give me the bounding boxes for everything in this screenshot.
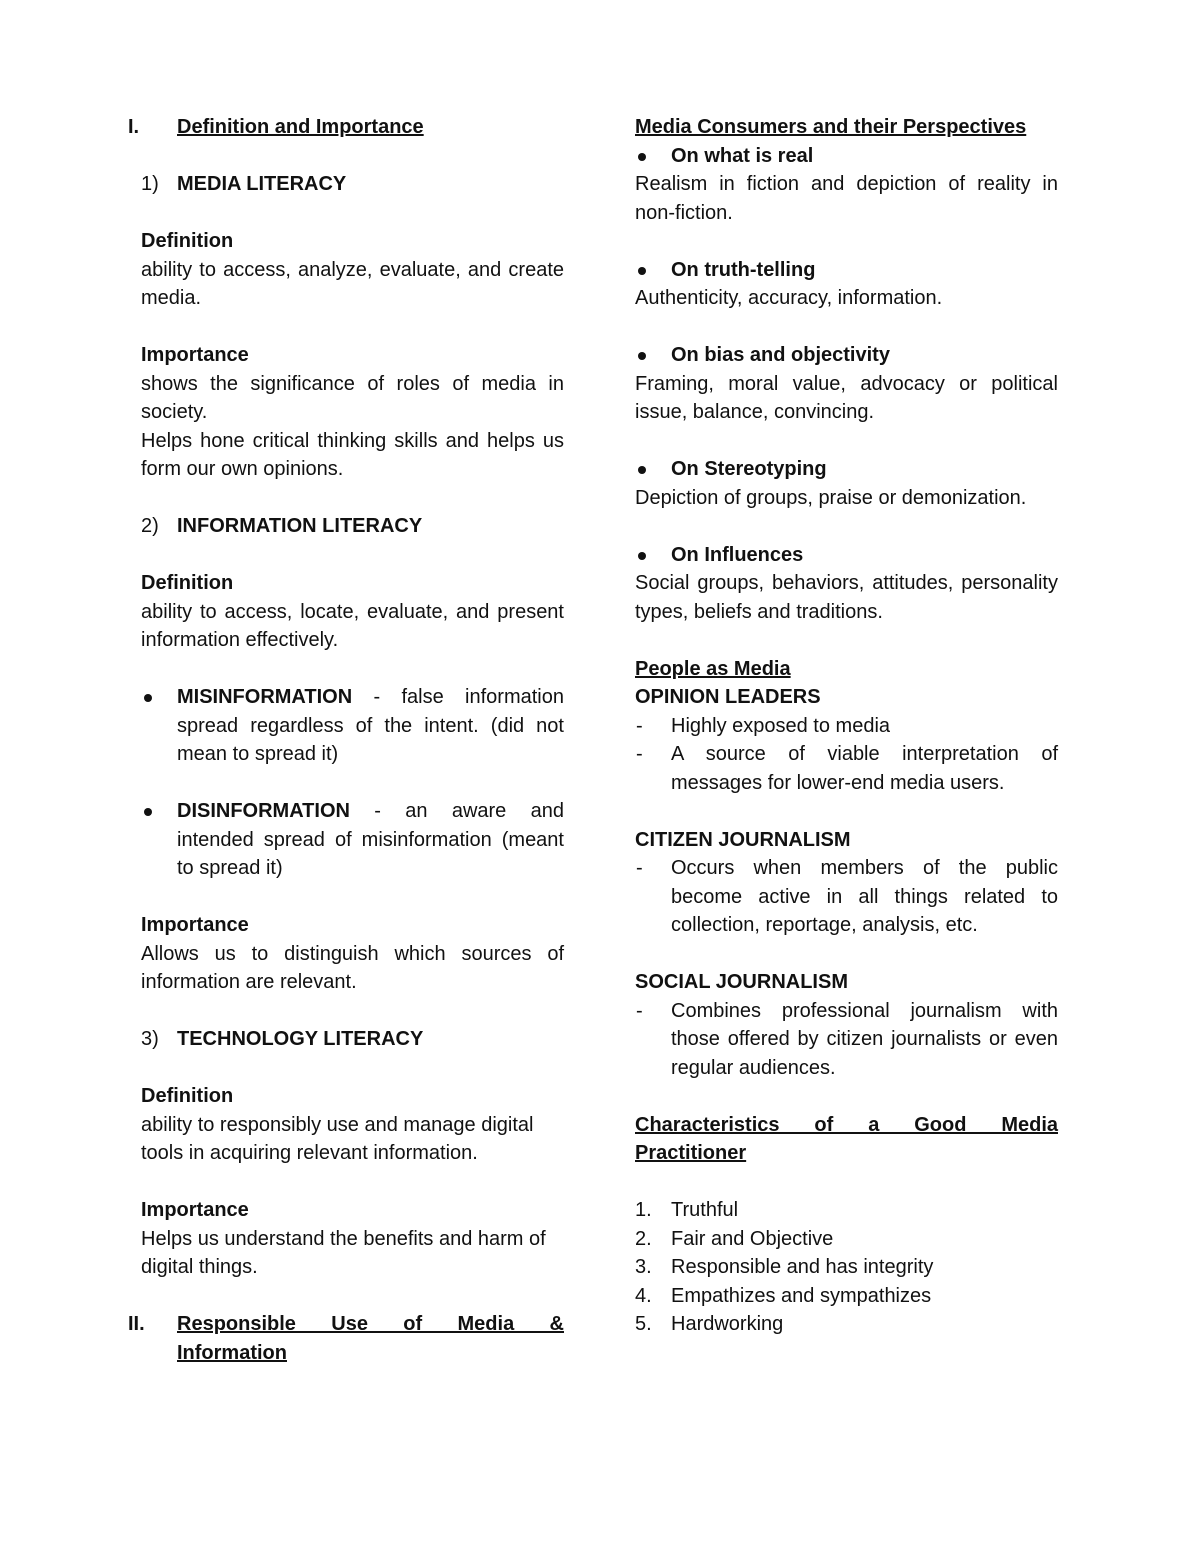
list-item bbox=[635, 1253, 1058, 1282]
list-text: Truthful bbox=[671, 1199, 739, 1221]
media-literacy-heading bbox=[141, 170, 564, 199]
perspective-label: On Stereotyping bbox=[671, 458, 827, 480]
perspective-text: Depiction of groups, praise or demonization. bbox=[635, 486, 1027, 509]
list-number: 1. bbox=[635, 1199, 652, 1221]
bullet-text: - false information spread regardless of the intent. (did not mean to spread it) bbox=[177, 686, 564, 765]
dash-marker: - bbox=[636, 714, 643, 737]
importance-label: Importance bbox=[141, 344, 249, 366]
consumers-heading: Media Consumers and their Perspectives bbox=[635, 116, 1027, 138]
section-title-line: Information bbox=[177, 1341, 287, 1364]
section-heading-2 bbox=[128, 1310, 564, 1367]
definition-text: ability to access, locate, evaluate, and present information effectively. bbox=[141, 600, 564, 651]
dash-text: Combines professional journalism with those offered by citizen journalists or even regular audiences. bbox=[671, 999, 1058, 1079]
section-heading-1 bbox=[128, 113, 564, 142]
list-text: Responsible and has integrity bbox=[671, 1256, 934, 1278]
people-as-media-heading: People as Media bbox=[635, 657, 791, 680]
item-number: 1) bbox=[141, 173, 159, 195]
information-literacy-heading bbox=[141, 512, 564, 541]
dash-text: Highly exposed to media bbox=[671, 714, 891, 737]
perspective-text: Social groups, behaviors, attitudes, personality types, beliefs and traditions. bbox=[635, 572, 1058, 623]
dash-marker: - bbox=[636, 857, 643, 879]
importance-text: Helps us understand the benefits and harm of digital things. bbox=[141, 1227, 546, 1278]
list-number: 4. bbox=[635, 1284, 652, 1307]
technology-literacy-heading bbox=[141, 1025, 564, 1054]
definition-label: Definition bbox=[141, 230, 234, 252]
group-title: SOCIAL JOURNALISM bbox=[635, 971, 848, 993]
importance-label: Importance bbox=[141, 914, 249, 936]
section-number: I. bbox=[128, 116, 140, 138]
item-number: 3) bbox=[141, 1028, 159, 1050]
dash-item bbox=[635, 740, 1058, 797]
bullet-dot-icon bbox=[638, 352, 646, 360]
dash-marker: - bbox=[636, 743, 643, 765]
list-number: 2. bbox=[635, 1227, 652, 1250]
item-title: INFORMATION LITERACY bbox=[177, 515, 423, 537]
group-title: CITIZEN JOURNALISM bbox=[635, 828, 851, 851]
perspective-label: On Influences bbox=[671, 543, 804, 566]
characteristics-heading-line: Characteristics of a Good Media bbox=[635, 1113, 1058, 1136]
importance-text: shows the significance of roles of media in society. bbox=[141, 372, 564, 423]
dash-text: A source of viable interpretation of messages for lower-end media users. bbox=[671, 743, 1058, 794]
list-item bbox=[635, 1282, 1058, 1311]
group-title: OPINION LEADERS bbox=[635, 686, 821, 708]
dash-item bbox=[635, 712, 1058, 741]
list-item bbox=[635, 1196, 1058, 1225]
section-title-line: Responsible Use of Media & bbox=[177, 1313, 564, 1335]
section-title: Definition and Importance bbox=[177, 116, 424, 138]
section-number: II. bbox=[128, 1313, 145, 1335]
definition-label: Definition bbox=[141, 1085, 234, 1107]
bullet-text: - an aware and intended spread of misinformation (meant to spread it) bbox=[177, 800, 564, 879]
bullet-dot-icon bbox=[144, 694, 152, 702]
definition-text: ability to responsibly use and manage digital tools in acquiring relevant information. bbox=[141, 1113, 534, 1164]
characteristics-list bbox=[635, 1196, 1058, 1339]
list-number: 5. bbox=[635, 1313, 652, 1335]
perspective-item bbox=[635, 541, 1058, 570]
right-column bbox=[635, 113, 1058, 1339]
left-column bbox=[128, 113, 564, 1367]
perspective-label: On what is real bbox=[671, 144, 814, 167]
bullet-dot-icon bbox=[638, 466, 646, 474]
list-item bbox=[635, 1225, 1058, 1254]
list-text: Fair and Objective bbox=[671, 1227, 834, 1250]
item-number: 2) bbox=[141, 515, 159, 537]
bullet-item bbox=[141, 683, 564, 769]
list-text: Hardworking bbox=[671, 1313, 784, 1335]
perspective-label: On bias and objectivity bbox=[671, 344, 890, 366]
bullet-dot-icon bbox=[638, 153, 646, 161]
importance-text: Allows us to distinguish which sources of information are relevant. bbox=[141, 942, 564, 993]
dash-item bbox=[635, 997, 1058, 1083]
perspective-item bbox=[635, 341, 1058, 370]
importance-text: Helps hone critical thinking skills and helps us form our own opinions. bbox=[141, 429, 564, 480]
item-title: MEDIA LITERACY bbox=[177, 173, 347, 195]
dash-marker: - bbox=[636, 999, 643, 1022]
list-item bbox=[635, 1310, 1058, 1339]
perspective-item bbox=[635, 142, 1058, 171]
item-title: TECHNOLOGY LITERACY bbox=[177, 1028, 424, 1050]
list-text: Empathizes and sympathizes bbox=[671, 1284, 932, 1307]
dash-item bbox=[635, 854, 1058, 940]
bullet-term: MISINFORMATION bbox=[177, 686, 353, 708]
dash-text: Occurs when members of the public become active in all things related to collection, reportage, analysis, etc. bbox=[671, 857, 1058, 936]
characteristics-heading-line: Practitioner bbox=[635, 1142, 747, 1164]
perspective-text: Framing, moral value, advocacy or political issue, balance, convincing. bbox=[635, 372, 1058, 423]
perspective-item bbox=[635, 256, 1058, 285]
bullet-dot-icon bbox=[144, 808, 152, 816]
bullet-term: DISINFORMATION bbox=[177, 800, 350, 822]
bullet-dot-icon bbox=[638, 552, 646, 560]
perspective-label: On truth-telling bbox=[671, 258, 816, 281]
perspective-text: Authenticity, accuracy, information. bbox=[635, 287, 943, 309]
bullet-dot-icon bbox=[638, 267, 646, 275]
perspective-text: Realism in fiction and depiction of reality in non-fiction. bbox=[635, 173, 1058, 224]
bullet-item bbox=[141, 797, 564, 883]
definition-label: Definition bbox=[141, 572, 234, 594]
perspective-item bbox=[635, 455, 1058, 484]
definition-text: ability to access, analyze, evaluate, and create media. bbox=[141, 258, 564, 309]
list-number: 3. bbox=[635, 1256, 652, 1278]
importance-label: Importance bbox=[141, 1199, 249, 1221]
